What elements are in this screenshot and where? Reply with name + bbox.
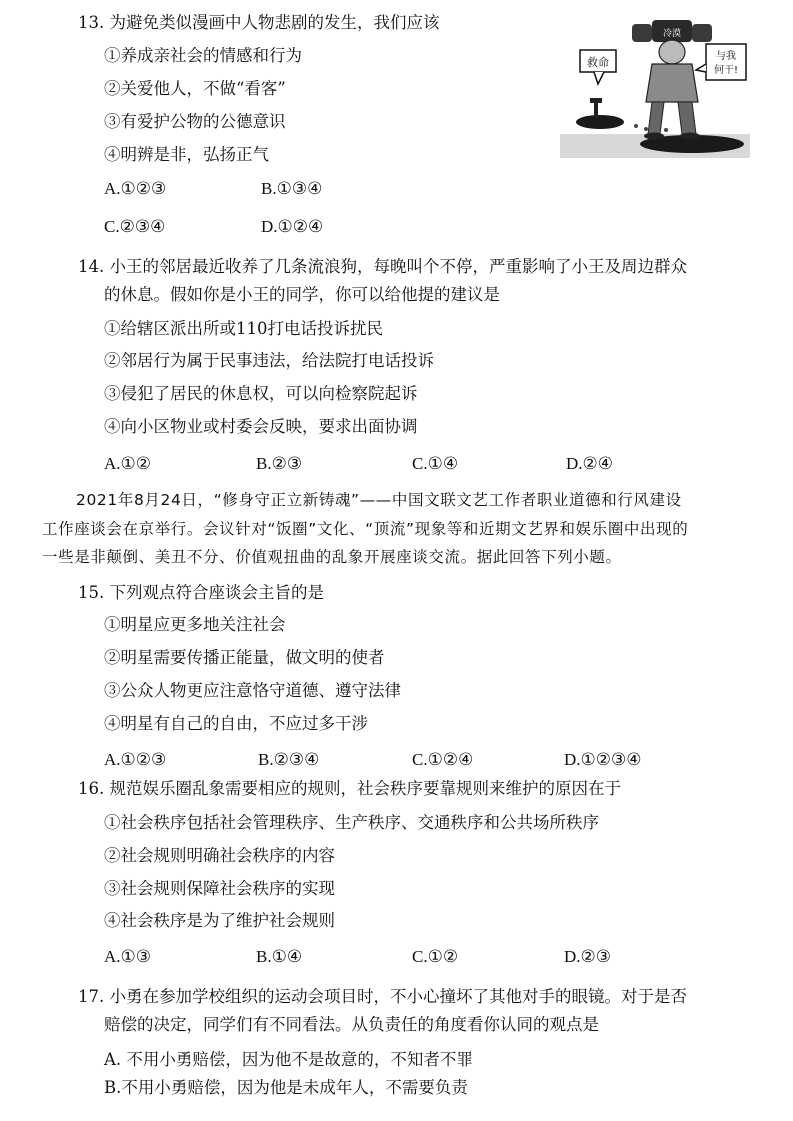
cartoon-illustration bbox=[560, 6, 750, 158]
cartoon-hat-label: 冷漠 bbox=[662, 29, 682, 39]
q17-option-a: A. 不用小勇赔偿，因为他不是故意的，不知者不罪 bbox=[104, 1050, 473, 1069]
q14-stem-line-1: 14. 小王的邻居最近收养了几条流浪狗，每晚叫个不停，严重影响了小王及周边群众 bbox=[78, 257, 687, 276]
q15-option-d: D.①②③④ bbox=[564, 750, 642, 769]
q17-stem-line-2: 赔偿的决定，同学们有不同看法。从负责任的角度看你认同的观点是 bbox=[104, 1015, 599, 1034]
passage-line-3: 一些是非颠倒、美丑不分、价值观扭曲的乱象开展座谈交流。据此回答下列小题。 bbox=[42, 548, 622, 566]
q14-item-1: ①给辖区派出所或110打电话投诉扰民 bbox=[104, 319, 383, 338]
q16-item-3: ③社会规则保障社会秩序的实现 bbox=[104, 879, 335, 898]
q16-option-c: C.①② bbox=[412, 947, 459, 966]
q15-option-a: A.①②③ bbox=[104, 750, 167, 769]
q14-option-d: D.②④ bbox=[566, 454, 614, 473]
q14-item-3: ③侵犯了居民的休息权，可以向检察院起诉 bbox=[104, 384, 418, 403]
q13-option-c: C.②③④ bbox=[104, 217, 166, 236]
q13-item-3: ③有爱护公物的公德意识 bbox=[104, 112, 286, 131]
q14-item-4: ④向小区物业或村委会反映，要求出面协调 bbox=[104, 417, 418, 436]
q16-item-1: ①社会秩序包括社会管理秩序、生产秩序、交通秩序和公共场所秩序 bbox=[104, 813, 599, 832]
q14-option-c: C.①④ bbox=[412, 454, 459, 473]
q13-item-1: ①养成亲社会的情感和行为 bbox=[104, 46, 302, 65]
q15-option-b: B.②③④ bbox=[258, 750, 320, 769]
q13-item-2: ②关爱他人，不做“看客” bbox=[104, 79, 286, 98]
q15-item-3: ③公众人物更应注意恪守道德、遵守法律 bbox=[104, 681, 401, 700]
q17-option-b: B.不用小勇赔偿，因为他是未成年人，不需要负责 bbox=[104, 1078, 468, 1097]
q15-stem: 15. 下列观点符合座谈会主旨的是 bbox=[78, 583, 324, 602]
q14-stem-line-2: 的休息。假如你是小王的同学，你可以给他提的建议是 bbox=[104, 285, 500, 304]
q13-option-d: D.①②④ bbox=[261, 217, 324, 236]
q13-item-4: ④明辨是非，弘扬正气 bbox=[104, 145, 269, 164]
q15-item-1: ①明星应更多地关注社会 bbox=[104, 615, 286, 634]
q16-item-4: ④社会秩序是为了维护社会规则 bbox=[104, 911, 335, 930]
q16-option-d: D.②③ bbox=[564, 947, 612, 966]
q14-option-a: A.①② bbox=[104, 454, 152, 473]
q13-option-a: A.①②③ bbox=[104, 179, 167, 198]
q17-stem-line-1: 17. 小勇在参加学校组织的运动会项目时，不小心撞坏了其他对手的眼镜。对于是否 bbox=[78, 987, 687, 1006]
passage-line-2: 工作座谈会在京举行。会议针对“饭圈”文化、“顶流”现象等和近期文艺界和娱乐圈中出现的 bbox=[42, 520, 689, 538]
q16-item-2: ②社会规则明确社会秩序的内容 bbox=[104, 846, 335, 865]
passage-line-1: 2021年8月24日，“修身守正立新铸魂”——中国文联文艺工作者职业道德和行风建设 bbox=[76, 491, 682, 509]
q14-option-b: B.②③ bbox=[256, 454, 303, 473]
q15-item-2: ②明星需要传播正能量，做文明的使者 bbox=[104, 648, 385, 667]
q16-option-a: A.①③ bbox=[104, 947, 152, 966]
q13-stem: 13. 为避免类似漫画中人物悲剧的发生，我们应该 bbox=[78, 13, 440, 32]
q16-stem: 16. 规范娱乐圈乱象需要相应的规则，社会秩序要靠规则来维护的原因在于 bbox=[78, 779, 621, 798]
cartoon-bubble-left: 救命 bbox=[587, 56, 609, 69]
q13-option-b: B.①③④ bbox=[261, 179, 323, 198]
q16-option-b: B.①④ bbox=[256, 947, 303, 966]
cartoon-bubble-right-line1: 与我 bbox=[716, 51, 736, 62]
q15-item-4: ④明星有自己的自由，不应过多干涉 bbox=[104, 714, 368, 733]
cartoon-bubble-right-line2: 何干! bbox=[713, 65, 739, 76]
q15-option-c: C.①②④ bbox=[412, 750, 474, 769]
q14-item-2: ②邻居行为属于民事违法，给法院打电话投诉 bbox=[104, 351, 434, 370]
